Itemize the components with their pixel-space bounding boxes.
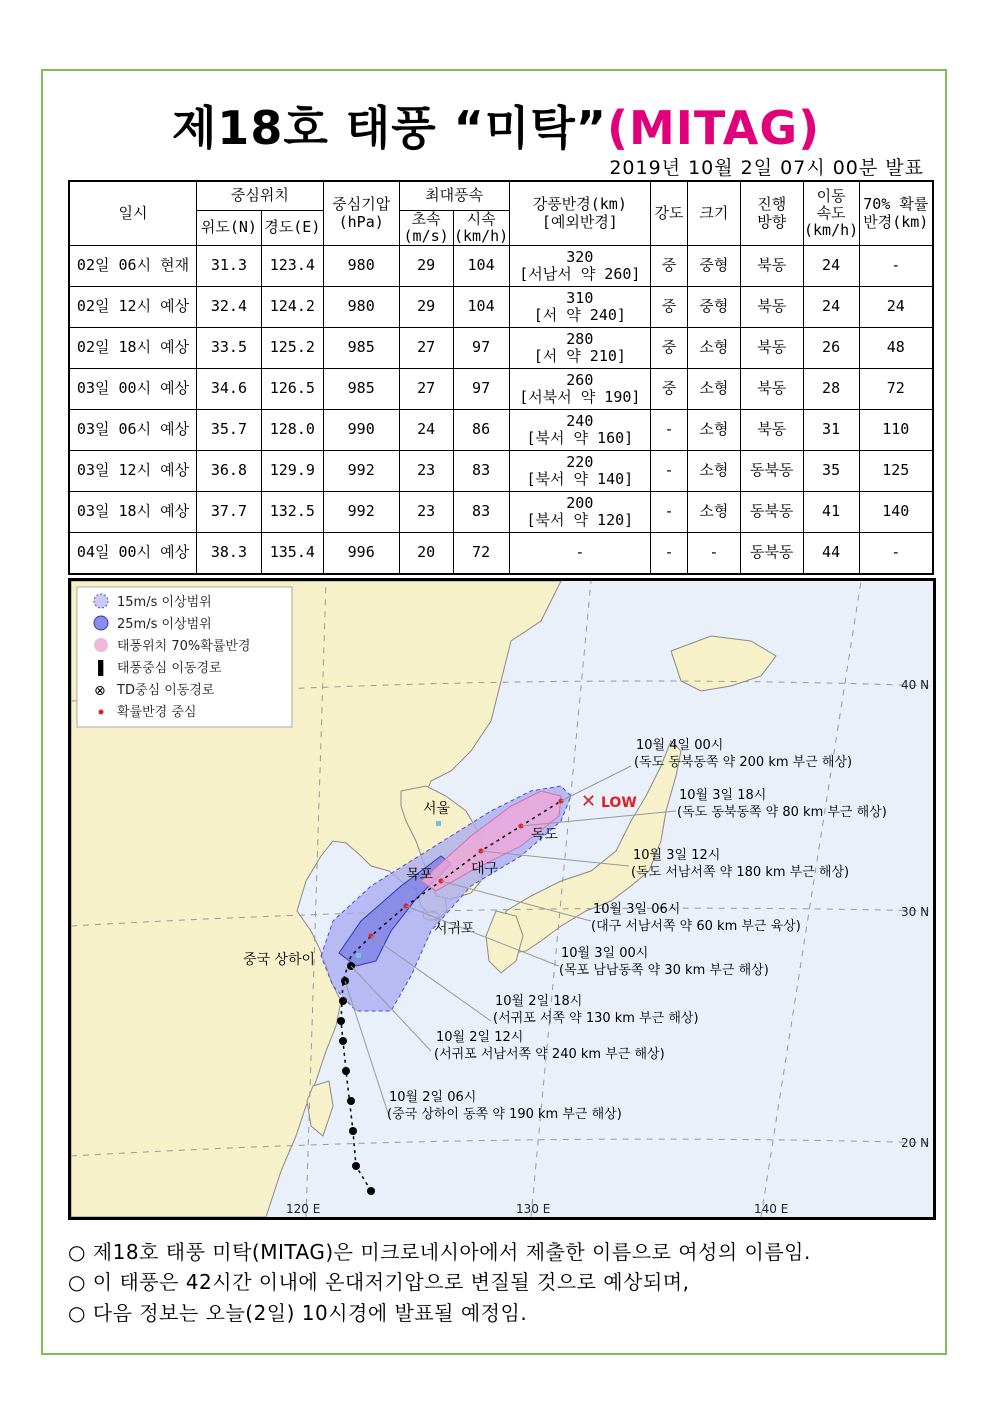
header-kmh: 시속 (km/h) — [453, 209, 509, 245]
table-row — [69, 410, 933, 451]
annotation-detail: (독도 동북동쪽 약 200 km 부근 해상) — [634, 755, 853, 770]
annotation-time: 10월 3일 12시 — [633, 848, 721, 863]
cell-lat: 34.6 — [197, 369, 262, 410]
note-3: ○ 다음 정보는 오늘(2일) 10시경에 발표될 예정임. — [68, 1301, 528, 1325]
radius-exception: [북서 약 160] — [526, 429, 634, 447]
table-row — [69, 369, 933, 410]
table-row — [69, 533, 933, 574]
low-label: LOW — [601, 795, 637, 811]
table-row — [69, 451, 933, 492]
table-row — [69, 287, 933, 328]
cell-radius — [509, 246, 651, 287]
cell-dir: 북동 — [740, 369, 803, 410]
cell-kmh: 83 — [453, 492, 509, 533]
cell-int: - — [651, 410, 688, 451]
legend-15ms: 15m/s 이상범위 — [117, 595, 212, 610]
cell-lon: 129.9 — [261, 451, 323, 492]
issued-time: 2019년 10월 2일 07시 00분 발표 — [609, 157, 924, 179]
cell-prob: 72 — [859, 369, 933, 410]
annotation-detail: (서귀포 서남서쪽 약 240 km 부근 해상) — [434, 1047, 665, 1062]
cell-dir: 동북동 — [740, 492, 803, 533]
cell-spd: 35 — [803, 451, 859, 492]
cell-ms: 27 — [399, 369, 453, 410]
legend-td: TD중심 이동경로 — [117, 683, 215, 698]
typhoon-track-map — [68, 578, 936, 1220]
cell-radius — [509, 287, 651, 328]
cell-lat: 33.5 — [197, 328, 262, 369]
td-symbol-icon: ⊗ — [94, 683, 106, 699]
city-mokpo: 목포 — [406, 867, 434, 883]
table-row — [69, 246, 933, 287]
annotation-detail: (독도 서남서쪽 약 180 km 부근 해상) — [631, 865, 850, 880]
cell-p: 985 — [323, 369, 399, 410]
grid-label-40n: 40 N — [901, 678, 930, 692]
cell-dir: 동북동 — [740, 451, 803, 492]
legend-center: 확률반경 중심 — [117, 705, 197, 720]
legend-prob: 태풍위치 70%확률반경 — [117, 639, 251, 654]
annotation-time: 10월 2일 06시 — [389, 1090, 477, 1105]
cell-lat: 37.7 — [197, 492, 262, 533]
cell-kmh: 97 — [453, 369, 509, 410]
cell-int: 중 — [651, 328, 688, 369]
cell-spd: 24 — [803, 246, 859, 287]
cell-int: 중 — [651, 246, 688, 287]
header-ms: 초속 (m/s) — [399, 210, 453, 246]
cell-int: - — [651, 533, 688, 574]
cell-lon: 126.5 — [261, 369, 323, 410]
radius-value: 310 — [566, 288, 594, 307]
header-direction: 진행 방향 — [740, 181, 803, 246]
cell-prob: - — [859, 533, 933, 574]
cell-time: 02일 18시 예상 — [69, 328, 197, 369]
city-shanghai: 중국 상하이 — [243, 952, 316, 968]
cell-lat: 35.7 — [197, 410, 262, 451]
radius-exception: [서 약 210] — [533, 347, 626, 365]
header-lat: 위도(N) — [197, 210, 262, 246]
cell-prob: 140 — [859, 492, 933, 533]
header-position: 중심위치 — [197, 181, 324, 210]
header-pressure: 중심기압 (hPa) — [323, 181, 399, 246]
header-size: 크기 — [687, 181, 740, 246]
cell-ms: 27 — [399, 328, 453, 369]
cell-prob: - — [859, 246, 933, 287]
cell-size: 중형 — [687, 287, 740, 328]
grid-label-30n: 30 N — [901, 905, 930, 919]
title-english: (MITAG) — [607, 101, 821, 155]
cell-p: 992 — [323, 492, 399, 533]
city-seoul: 서울 — [423, 801, 451, 817]
radius-value: 260 — [566, 370, 594, 389]
city-seogwipo: 서귀포 — [434, 921, 475, 937]
track-point — [352, 1162, 360, 1170]
cell-lat: 36.8 — [197, 451, 262, 492]
cell-ms: 29 — [399, 246, 453, 287]
cell-radius — [509, 492, 651, 533]
cell-radius — [509, 451, 651, 492]
cell-lat: 32.4 — [197, 287, 262, 328]
grid-label-140e: 140 E — [754, 1202, 789, 1216]
shanghai-marker — [356, 953, 361, 958]
cell-kmh: 104 — [453, 287, 509, 328]
cell-prob: 110 — [859, 410, 933, 451]
track-point — [349, 1127, 357, 1135]
cell-kmh: 83 — [453, 451, 509, 492]
low-x-icon: ✕ — [581, 791, 597, 812]
cell-lat: 31.3 — [197, 246, 262, 287]
cell-p: 992 — [323, 451, 399, 492]
legend-track: 태풍중심 이동경로 — [117, 661, 222, 676]
note-1: ○ 제18호 태풍 미탁(MITAG)은 미크로네시아에서 제출한 이름으로 여성의 이름임. — [68, 1240, 811, 1264]
cell-size: 중형 — [687, 246, 740, 287]
cell-time: 04일 00시 예상 — [69, 533, 197, 574]
cell-radius — [509, 410, 651, 451]
cell-p: 996 — [323, 533, 399, 574]
cell-lon: 132.5 — [261, 492, 323, 533]
header-prob: 70% 확률 반경(km) — [859, 181, 933, 246]
cell-dir: 북동 — [740, 410, 803, 451]
cell-time: 03일 06시 예상 — [69, 410, 197, 451]
header-radius: 강풍반경(km) [예외반경] — [509, 181, 651, 246]
cell-radius — [509, 369, 651, 410]
track-point — [339, 1037, 347, 1045]
cell-time: 03일 00시 예상 — [69, 369, 197, 410]
track-point — [347, 1097, 355, 1105]
cell-spd: 44 — [803, 533, 859, 574]
grid-label-120e: 120 E — [286, 1202, 321, 1216]
cell-prob: 48 — [859, 328, 933, 369]
legend-15ms-icon — [94, 594, 108, 608]
cell-int: - — [651, 451, 688, 492]
typhoon-symbol-icon: ❚ — [94, 657, 108, 676]
radius-exception: [북서 약 140] — [526, 470, 634, 488]
cell-radius — [509, 328, 651, 369]
annotation-detail: (중국 상하이 동쪽 약 190 km 부근 해상) — [387, 1107, 622, 1122]
cell-time: 02일 06시 현재 — [69, 246, 197, 287]
cell-time: 03일 12시 예상 — [69, 451, 197, 492]
cell-dir: 북동 — [740, 328, 803, 369]
cell-size: 소형 — [687, 492, 740, 533]
cell-kmh: 86 — [453, 410, 509, 451]
grid-label-130e: 130 E — [516, 1202, 551, 1216]
cell-spd: 26 — [803, 328, 859, 369]
cell-ms: 29 — [399, 287, 453, 328]
annotation-time: 10월 4일 00시 — [636, 738, 724, 753]
legend-25ms: 25m/s 이상범위 — [117, 617, 212, 632]
grid-label-20n: 20 N — [901, 1136, 930, 1150]
radius-value: 280 — [566, 329, 594, 348]
annotation-time: 10월 2일 12시 — [436, 1030, 524, 1045]
header-lon: 경도(E) — [261, 210, 323, 246]
cell-ms: 24 — [399, 410, 453, 451]
legend-25ms-icon — [94, 616, 108, 630]
cell-size: 소형 — [687, 369, 740, 410]
annotation-detail: (독도 동북동쪽 약 80 km 부근 해상) — [677, 805, 887, 820]
cell-spd: 41 — [803, 492, 859, 533]
legend-center-icon — [99, 710, 104, 715]
annotation-time: 10월 3일 00시 — [561, 946, 649, 961]
cell-size: - — [687, 533, 740, 574]
cell-p: 990 — [323, 410, 399, 451]
cell-ms: 23 — [399, 492, 453, 533]
legend — [77, 587, 292, 727]
legend-prob-icon — [94, 638, 108, 652]
forecast-table — [68, 180, 934, 575]
radius-value: 240 — [566, 411, 594, 430]
cell-lon: 123.4 — [261, 246, 323, 287]
cell-dir: 동북동 — [740, 533, 803, 574]
track-point — [367, 1187, 375, 1195]
radius-exception: [북서 약 120] — [526, 511, 634, 529]
city-dokdo: 독도 — [531, 827, 559, 843]
cell-kmh: 97 — [453, 328, 509, 369]
cell-int: 중 — [651, 287, 688, 328]
cell-lon: 124.2 — [261, 287, 323, 328]
cell-time: 02일 12시 예상 — [69, 287, 197, 328]
cell-int: - — [651, 492, 688, 533]
radius-exception: [서 약 240] — [533, 306, 626, 324]
table-row — [69, 328, 933, 369]
cell-time: 03일 18시 예상 — [69, 492, 197, 533]
cell-spd: 24 — [803, 287, 859, 328]
cell-lat: 38.3 — [197, 533, 262, 574]
track-point — [339, 997, 347, 1005]
cell-size: 소형 — [687, 328, 740, 369]
cell-lon: 125.2 — [261, 328, 323, 369]
header-maxwind: 최대풍속 — [399, 181, 509, 210]
cell-p: 980 — [323, 246, 399, 287]
table-row — [69, 492, 933, 533]
cell-p: 980 — [323, 287, 399, 328]
header-time: 일시 — [69, 181, 197, 246]
cell-ms: 20 — [399, 533, 453, 574]
cell-size: 소형 — [687, 410, 740, 451]
cell-int: 중 — [651, 369, 688, 410]
radius-exception: [서남서 약 260] — [519, 265, 641, 283]
track-point — [342, 1067, 350, 1075]
seoul-marker — [436, 821, 441, 826]
cell-lon: 128.0 — [261, 410, 323, 451]
cell-prob: 125 — [859, 451, 933, 492]
cell-prob: 24 — [859, 287, 933, 328]
cell-lon: 135.4 — [261, 533, 323, 574]
cell-ms: 23 — [399, 451, 453, 492]
track-point — [337, 1017, 345, 1025]
city-daegu: 대구 — [471, 861, 499, 877]
page-title: 제18호 태풍 “미탁”(MITAG) — [171, 101, 821, 155]
annotation-detail: (서귀포 서쪽 약 130 km 부근 해상) — [493, 1011, 699, 1026]
radius-value: 320 — [566, 247, 594, 266]
annotation-time: 10월 3일 18시 — [679, 788, 767, 803]
annotation-time: 10월 3일 06시 — [593, 902, 681, 917]
cell-dir: 북동 — [740, 246, 803, 287]
annotation-time: 10월 2일 18시 — [495, 994, 583, 1009]
radius-value: 200 — [566, 493, 594, 512]
cell-kmh: 104 — [453, 246, 509, 287]
header-speed: 이동 속도 (km/h) — [803, 181, 859, 246]
cell-spd: 28 — [803, 369, 859, 410]
note-2: ○ 이 태풍은 42시간 이내에 온대저기압으로 변질될 것으로 예상되며, — [68, 1270, 690, 1294]
cell-spd: 31 — [803, 410, 859, 451]
cell-radius — [509, 533, 651, 574]
radius-value: 220 — [566, 452, 594, 471]
annotation-detail: (목포 남남동쪽 약 30 km 부근 해상) — [559, 963, 769, 978]
radius-exception: [서북서 약 190] — [519, 388, 641, 406]
cell-p: 985 — [323, 328, 399, 369]
radius-value: - — [575, 543, 585, 562]
annotation-detail: (대구 서남서쪽 약 60 km 부근 육상) — [591, 919, 801, 934]
cell-dir: 북동 — [740, 287, 803, 328]
cell-size: 소형 — [687, 451, 740, 492]
header-intensity: 강도 — [651, 181, 688, 246]
cell-kmh: 72 — [453, 533, 509, 574]
